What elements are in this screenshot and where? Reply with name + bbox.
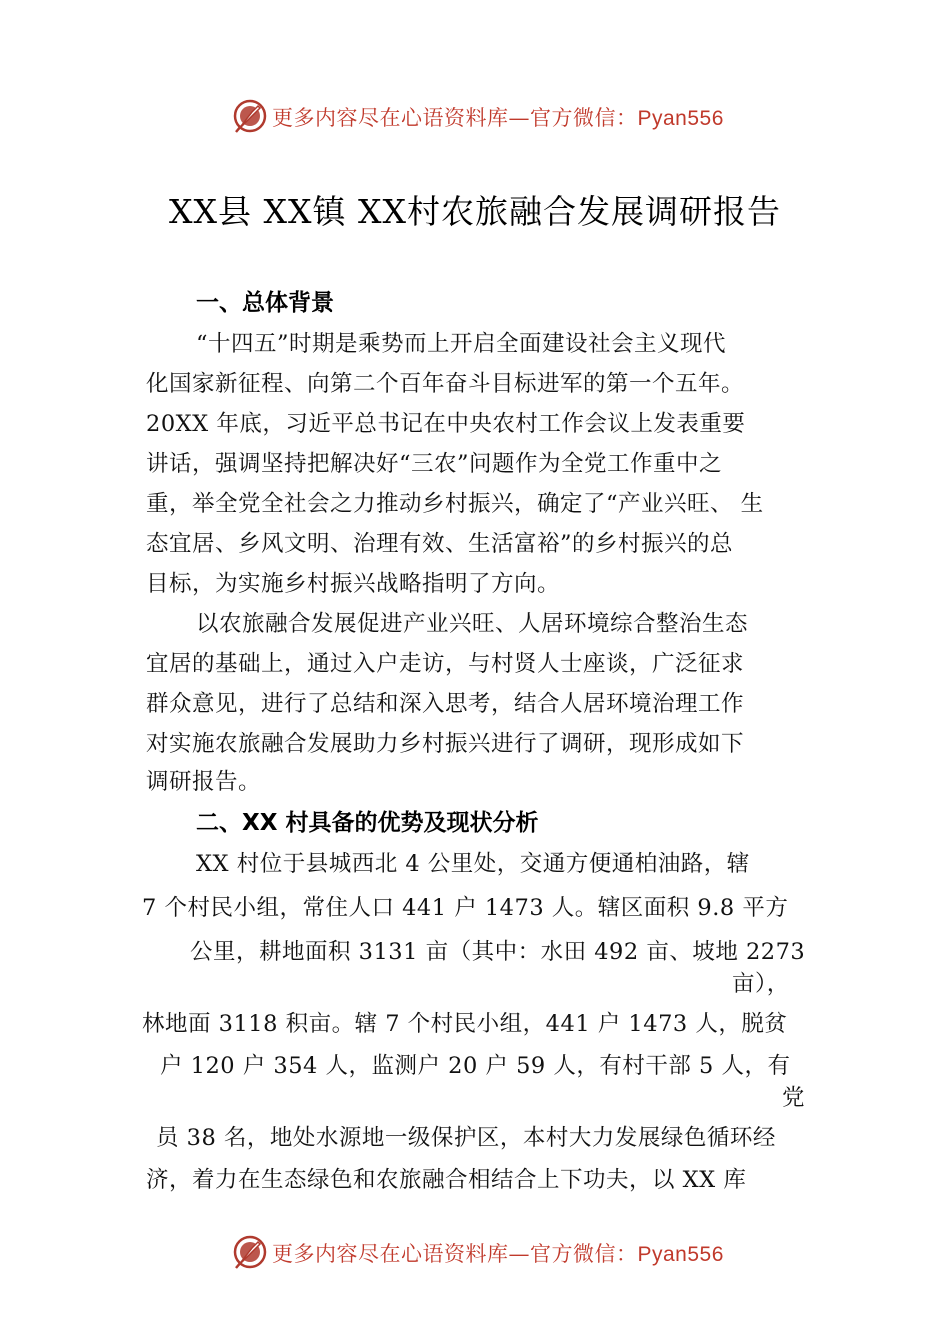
watermark-banner-bottom (0, 1232, 950, 1272)
paragraph-line: 重，举全党全社会之力推动乡村振兴，确定了“产业兴旺、 生 (146, 491, 764, 517)
paragraph-line: 7 个村民小组，常住人口 441 户 1473 人。辖区面积 9.8 平方 (142, 895, 789, 921)
paragraph-line: 讲话，强调坚持把解决好“三农”问题作为全党工作重中之 (146, 451, 723, 477)
paragraph-line: 对实施农旅融合发展助力乡村振兴进行了调研，现形成如下 (146, 731, 745, 757)
pen-nib-logo-icon (232, 1234, 268, 1270)
paragraph-line: 目标，为实施乡村振兴战略指明了方向。 (146, 571, 561, 597)
watermark-account: Pyan556 (637, 107, 724, 130)
paragraph-line: 户 120 户 354 人，监测户 20 户 59 人，有村干部 5 人，有 (160, 1053, 791, 1079)
watermark-text: 更多内容尽在心语资料库—官方微信： (272, 106, 638, 130)
paragraph-line: XX 村位于县城西北 4 公里处，交通方便通柏油路，辖 (196, 851, 750, 877)
paragraph-line: 以农旅融合发展促进产业兴旺、人居环境综合整治生态 (196, 611, 749, 637)
watermark-text: 更多内容尽在心语资料库—官方微信： (272, 1242, 638, 1266)
paragraph-line: 林地面 3118 积亩。辖 7 个村民小组，441 户 1473 人，脱贫 (142, 1011, 788, 1037)
paragraph-line: 党 (782, 1085, 806, 1111)
section-heading-1: 一、总体背景 (196, 290, 334, 316)
watermark-account: Pyan556 (637, 1243, 724, 1266)
pen-nib-logo-icon (232, 98, 268, 134)
paragraph-line: 亩）， (732, 971, 790, 997)
paragraph-line: 公里，耕地面积 3131 亩（其中：水田 492 亩、坡地 2273 (190, 939, 806, 965)
paragraph-line: 群众意见，进行了总结和深入思考，结合人居环境治理工作 (146, 691, 745, 717)
paragraph-line: 态宜居、乡风文明、治理有效、生活富裕”的乡村振兴的总 (146, 531, 734, 557)
paragraph-line: 员 38 名，地处水源地一级保护区，本村大力发展绿色循环经 (156, 1125, 776, 1151)
paragraph-line: 济，着力在生态绿色和农旅融合相结合上下功夫，以 XX 库 (146, 1167, 747, 1193)
paragraph-line: 20XX 年底，习近平总书记在中央农村工作会议上发表重要 (146, 411, 746, 437)
paragraph-line: “十四五”时期是乘势而上开启全面建设社会主义现代 (196, 331, 727, 357)
paragraph-line: 调研报告。 (146, 769, 262, 795)
watermark-banner-top (0, 96, 950, 136)
paragraph-line: 宜居的基础上，通过入户走访，与村贤人士座谈，广泛征求 (146, 651, 745, 677)
paragraph-line: 化国家新征程、向第二个百年奋斗目标进军的第一个五年。 (146, 371, 745, 397)
document-title: XX县 XX镇 XX村农旅融合发展调研报告 (169, 192, 781, 231)
section-heading-2: 二、XX 村具备的优势及现状分析 (196, 810, 539, 836)
